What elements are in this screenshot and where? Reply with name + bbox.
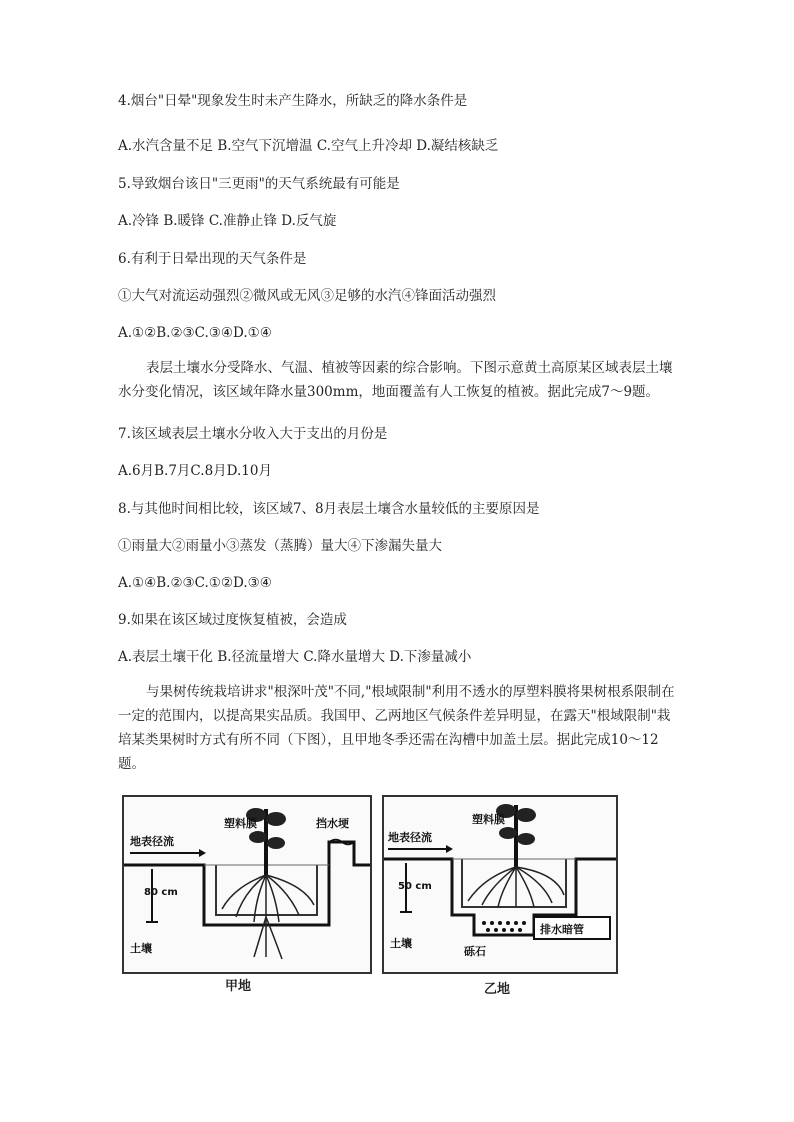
figure-left-diagram (124, 797, 370, 972)
q4-stem: 4.烟台"日晕"现象发生时未产生降水，所缺乏的降水条件是 (118, 93, 468, 109)
right-film-label: 塑料膜 (472, 813, 505, 826)
left-wall-label: 挡水埂 (316, 817, 349, 830)
q6-options: A.①②B.②③C.③④D.①④ (118, 325, 272, 341)
figure-left-jiadi (122, 795, 372, 974)
right-leaf-2 (516, 808, 536, 822)
left-runoff-arrowhead (199, 849, 206, 857)
q8-choices: ①雨量大②雨量小③蒸发（蒸腾）量大④下渗漏失量大 (118, 538, 442, 554)
right-gravel-dots (482, 921, 526, 932)
right-leaf-4 (517, 833, 535, 845)
right-roots (468, 867, 564, 907)
q5-options: A.冷锋 B.暖锋 C.准静止锋 D.反气旋 (118, 213, 337, 229)
left-roots (222, 875, 314, 959)
right-depth-label: 50 cm (398, 881, 432, 892)
right-runoff-arrowhead (446, 845, 453, 853)
q9-options: A.表层土壤干化 B.径流量增大 C.降水量增大 D.下渗量减小 (118, 649, 472, 665)
q4-options: A.水汽含量不足 B.空气下沉增温 C.空气上升冷却 D.凝结核缺乏 (118, 138, 499, 154)
left-runoff-label: 地表径流 (130, 835, 174, 848)
passage-soil-moisture (118, 356, 678, 404)
left-leaf-2 (266, 812, 286, 826)
figure-right-diagram (384, 797, 616, 972)
passage-soil-moisture-text: 表层土壤水分受降水、气温、植被等因素的综合影响。下图示意黄土高原某区域表层土壤水分变化情况，该区域年降水量300mm，地面覆盖有人工恢复的植被。据此完成7～9题。 (118, 360, 673, 400)
left-soil-label: 土壤 (130, 942, 152, 955)
q8-stem: 8.与其他时间相比较，该区域7、8月表层土壤含水量较低的主要原因是 (118, 501, 540, 517)
q6-choices: ①大气对流运动强烈②微风或无风③足够的水汽④锋面活动强烈 (118, 288, 496, 304)
right-gravel-label: 砾石 (464, 945, 486, 958)
left-film-label: 塑料膜 (224, 817, 257, 830)
q5-stem: 5.导致烟台该日"三更雨"的天气系统最有可能是 (118, 176, 400, 192)
left-depth-label: 80 cm (144, 887, 178, 898)
right-runoff-label: 地表径流 (388, 831, 432, 844)
right-soil-label: 土壤 (390, 937, 412, 950)
q9-stem: 9.如果在该区域过度恢复植被，会造成 (118, 612, 347, 628)
left-leaf-4 (267, 837, 285, 849)
q7-options: A.6月B.7月C.8月D.10月 (118, 463, 272, 479)
passage-root-restriction (118, 680, 678, 776)
q6-stem: 6.有利于日晕出现的天气条件是 (118, 251, 307, 267)
left-leaf-3 (249, 831, 267, 843)
passage-root-restriction-text: 与果树传统栽培讲求"根深叶茂"不同,"根域限制"利用不透水的厚塑料膜将果树根系限制在一定的范围内，以提高果实品质。我国甲、乙两地区气候条件差异明显，在露天"根域限制"栽培某类果树时方式有所不同（下图），且甲地冬季还需在沟槽中加盖土层。据此完成10～12题。 (118, 684, 675, 772)
right-pipe-label: 排水暗管 (540, 923, 584, 936)
right-leaf-3 (499, 827, 517, 839)
q8-options: A.①④B.②③C.①②D.③④ (118, 575, 272, 591)
figure-right-caption: 乙地 (484, 982, 511, 997)
figure-right-yidi (382, 795, 618, 974)
q7-stem: 7.该区域表层土壤水分收入大于支出的月份是 (118, 426, 388, 442)
figure-left-caption: 甲地 (225, 979, 252, 994)
